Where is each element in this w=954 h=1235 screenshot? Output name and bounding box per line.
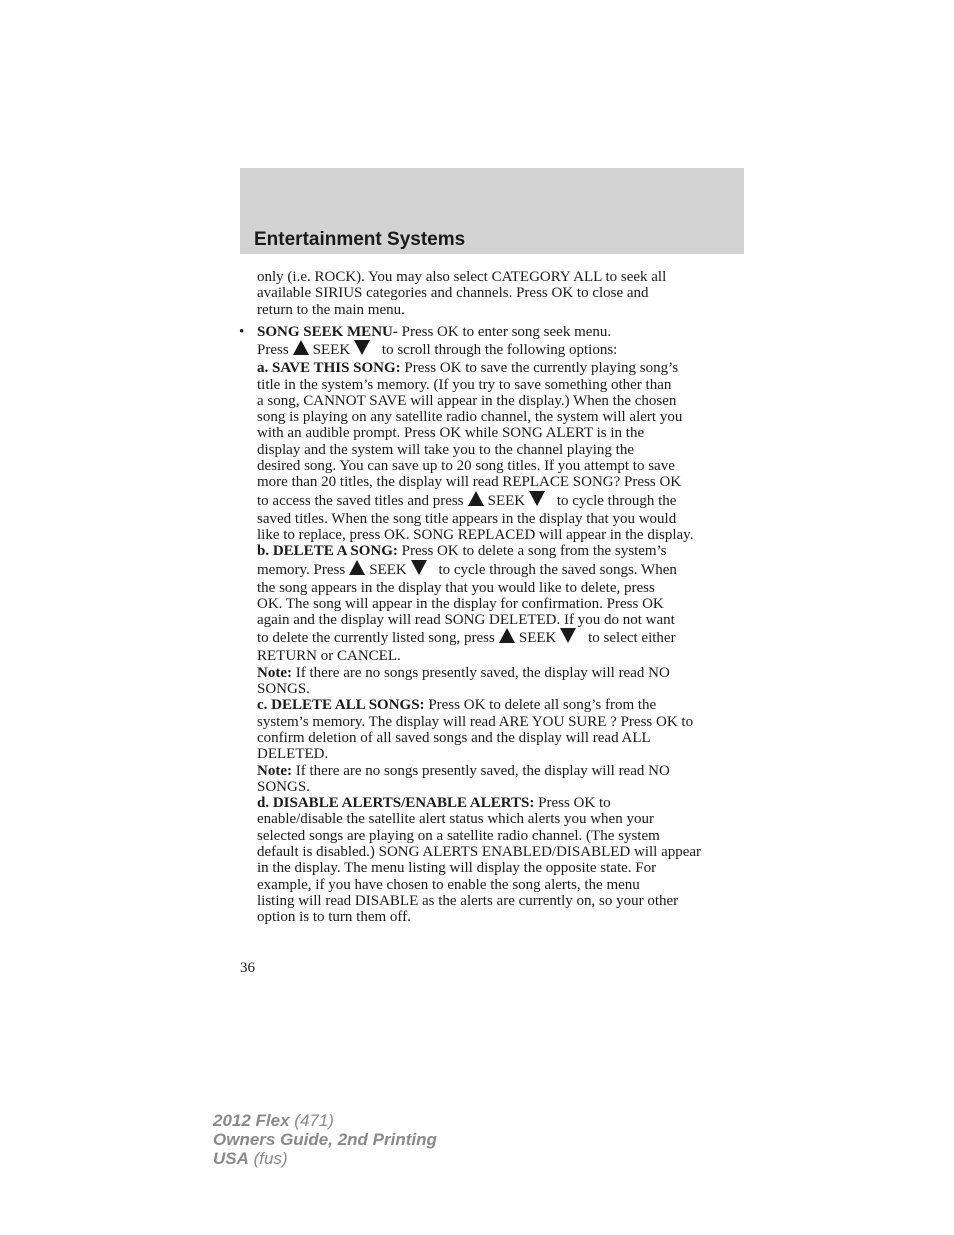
option-a-cycle: to cycle through the <box>556 492 677 509</box>
seek-down-arrow-icon <box>529 491 545 506</box>
option-a-line: a song, CANNOT SAVE will appear in the display.) When the chosen <box>257 392 677 409</box>
song-seek-section <box>239 324 747 926</box>
option-a-line: saved titles. When the song title appears in the display that you would <box>257 510 677 527</box>
footer-market-code: (fus) <box>248 1149 288 1168</box>
option-a-heading: a. SAVE THIS SONG: <box>257 360 401 377</box>
option-d-line: example, if you have chosen to enable the song alerts, the menu <box>257 876 640 893</box>
option-d-line: Press OK to <box>534 795 611 812</box>
option-a-line: song is playing on any satellite radio channel, the system will alert you <box>257 409 683 426</box>
option-b-return: RETURN or CANCEL. <box>257 648 401 665</box>
option-a-line: desired song. You can save up to 20 song titles. If you attempt to save <box>257 458 675 475</box>
option-c-heading: c. DELETE ALL SONGS: <box>257 697 425 714</box>
seek-down-arrow-icon <box>560 628 576 643</box>
seek-label: SEEK <box>518 630 557 647</box>
section-title: Entertainment Systems <box>254 229 466 250</box>
seek-down-arrow-icon <box>411 560 427 575</box>
option-b-heading: b. DELETE A SONG: <box>257 543 398 560</box>
intro-line: return to the main menu. <box>257 301 405 318</box>
option-save-song <box>257 360 747 490</box>
option-d-line: selected songs are playing on a satellite radio channel. (The system <box>257 827 660 844</box>
option-delete-song <box>257 543 747 559</box>
option-b-line: again and the display will read SONG DELETED. If you do not want <box>257 612 675 629</box>
option-a-access: to access the saved titles and press <box>257 492 464 509</box>
option-alerts <box>257 795 747 925</box>
seek-up-arrow-icon <box>499 628 515 643</box>
option-delete-all <box>257 697 747 762</box>
note-label: Note: <box>257 762 292 779</box>
song-seek-heading-text: Press OK to enter song seek menu. <box>397 324 612 340</box>
note <box>257 763 747 796</box>
page-number: 36 <box>240 960 255 976</box>
scroll-text: to scroll through the following options: <box>381 342 618 359</box>
option-c-line: system’s memory. The display will read ARE YOU SURE ? Press OK to <box>257 713 694 730</box>
footer-guide: Owners Guide, 2nd Printing <box>213 1130 437 1149</box>
seek-label: SEEK <box>312 342 351 359</box>
seek-up-arrow-icon <box>468 491 484 506</box>
option-b-seek-line-2 <box>257 628 747 648</box>
option-a-line: Press OK to save the currently playing song’s <box>400 360 679 377</box>
option-b-line: OK. The song will appear in the display for confirmation. Press OK <box>257 595 664 612</box>
option-b-delete: to delete the currently listed song, press <box>257 630 495 647</box>
option-a-line: like to replace, press OK. SONG REPLACED will appear in the display. <box>257 526 694 543</box>
option-d-line: listing will read DISABLE as the alerts are currently on, so your other <box>257 892 679 909</box>
option-d-line: in the display. The menu listing will display the opposite state. For <box>257 860 657 877</box>
option-b-text: Press OK to delete a song from the system’s <box>397 543 667 560</box>
seek-label: SEEK <box>369 561 407 578</box>
option-a-line: display and the system will take you to the channel playing the <box>257 441 634 458</box>
option-a-line: title in the system’s memory. (If you try to save something other than <box>257 376 672 393</box>
song-seek-heading: SONG SEEK MENU- <box>257 324 398 340</box>
note-text: SONGS. <box>257 681 310 698</box>
seek-up-arrow-icon <box>349 560 365 575</box>
seek-instruction <box>257 340 747 360</box>
option-b-memory: memory. Press <box>257 561 346 578</box>
option-a-seek-line <box>257 491 747 511</box>
footer-model: 2012 Flex <box>213 1111 290 1130</box>
note-text: If there are no songs presently saved, the display will read NO <box>291 762 670 779</box>
note-text: SONGS. <box>257 778 310 795</box>
intro-paragraph <box>257 269 747 318</box>
seek-label: SEEK <box>487 492 526 509</box>
option-b-cycle: to cycle through the saved songs. When <box>438 561 677 578</box>
option-a-line: with an audible prompt. Press OK while SONG ALERT is in the <box>257 425 645 442</box>
footer <box>213 1111 437 1168</box>
option-a-line: more than 20 titles, the display will read REPLACE SONG? Press OK <box>257 474 682 491</box>
intro-line: only (i.e. ROCK). You may also select CATEGORY ALL to seek all <box>257 269 667 285</box>
option-c-line: Press OK to delete all song’s from the <box>424 697 657 714</box>
footer-market: USA <box>213 1149 249 1168</box>
footer-code: (471) <box>289 1111 334 1130</box>
option-d-heading: d. DISABLE ALERTS/ENABLE ALERTS: <box>257 795 535 812</box>
option-d-line: default is disabled.) SONG ALERTS ENABLED/DISABLED will appear <box>257 844 702 861</box>
seek-up-arrow-icon <box>293 340 309 355</box>
option-b-line: the song appears in the display that you would like to delete, press <box>257 579 655 596</box>
option-b-select: to select either <box>588 630 676 647</box>
bullet: • <box>239 324 245 340</box>
seek-down-arrow-icon <box>354 340 370 355</box>
note-text: If there are no songs presently saved, the display will read NO <box>291 664 670 681</box>
press-label: Press <box>257 342 289 359</box>
option-c-line: DELETED. <box>257 746 329 763</box>
intro-line: available SIRIUS categories and channels. Press OK to close and <box>257 285 649 302</box>
option-d-line: option is to turn them off. <box>257 909 411 926</box>
option-c-line: confirm deletion of all saved songs and the display will read ALL <box>257 729 651 746</box>
note-label: Note: <box>257 664 292 681</box>
option-d-line: enable/disable the satellite alert status which alerts you when your <box>257 811 654 828</box>
option-b-seek-line <box>257 560 747 580</box>
note <box>257 665 747 698</box>
